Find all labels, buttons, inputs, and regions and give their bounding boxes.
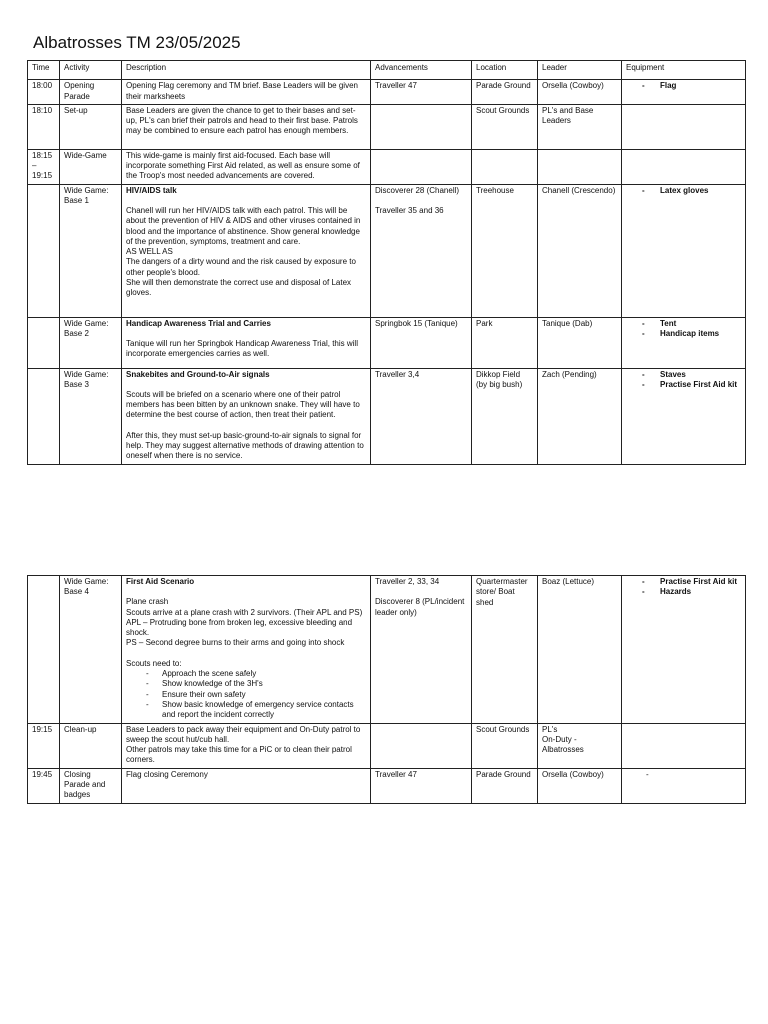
cell-activity: Wide Game: Base 3: [60, 368, 122, 464]
cell-time: 18:15 – 19:15: [28, 149, 60, 184]
cell-activity: Wide Game: Base 2: [60, 317, 122, 368]
description-text: Base Leaders are given the chance to get to their bases and set-up, PL's can brief their patrols and head to their first base. Patrols may be combined to ensure each patrol has enough members.: [126, 105, 358, 136]
advancement-item: Discoverer 28 (Chanell): [375, 185, 460, 195]
cell-description: [122, 317, 371, 368]
cell-equipment: [622, 368, 746, 464]
description-needs-label: Scouts need to:: [126, 658, 182, 668]
cell-equipment: [622, 723, 746, 768]
cell-time: [28, 368, 60, 464]
cell-location: Parade Ground: [472, 768, 538, 803]
cell-advancements: [371, 576, 472, 724]
cell-equipment: [622, 768, 746, 803]
cell-leader: Chanell (Crescendo): [538, 184, 622, 317]
description-text: This wide-game is mainly first aid-focused. Each base will incorporate something First Aid related, as well as ensure some of the Troop's most needed advancements are covered.: [126, 150, 360, 181]
cell-description: Flag closing Ceremony: [122, 768, 371, 803]
description-text: Plane crash Scouts arrive at a plane crash with 2 survivors. (Their APL and PS) APL – Protruding bone from broken leg, excessive bleeding and shock. PS – Second degree burns to their arms and going into shock: [126, 597, 363, 648]
cell-advancements: Traveller 47: [371, 80, 472, 105]
cell-location: Scout Grounds: [472, 723, 538, 768]
cell-activity: Wide Game: Base 1: [60, 184, 122, 317]
cell-time: [28, 317, 60, 368]
cell-advancements: [371, 149, 472, 184]
cell-location: Parade Ground: [472, 80, 538, 105]
equipment-item: - Practise First Aid kit: [642, 577, 741, 587]
table-row-opening: [28, 80, 746, 105]
cell-description: [122, 184, 371, 317]
list-item: - Approach the scene safely: [146, 669, 366, 679]
cell-leader: Orsella (Cowboy): [538, 80, 622, 105]
table-row-base-2: [28, 317, 746, 368]
cell-advancements: Springbok 15 (Tanique): [371, 317, 472, 368]
header-description: Description: [122, 61, 371, 80]
cell-activity: Wide Game: Base 4: [60, 576, 122, 724]
cell-location: Park: [472, 317, 538, 368]
list-item: - Ensure their own safety: [146, 690, 366, 700]
cell-description: [122, 368, 371, 464]
table-row-base-1: [28, 184, 746, 317]
description-text: Tanique will run her Springbok Handicap Awareness Trial, this will incorporate emergencies carries as well.: [126, 338, 358, 359]
cell-location: [472, 149, 538, 184]
cell-description: [122, 104, 371, 149]
cell-leader: PL's and Base Leaders: [538, 104, 622, 149]
cell-equipment: [622, 576, 746, 724]
cell-time: 19:15: [28, 723, 60, 768]
header-time: Time: [28, 61, 60, 80]
equipment-item: - Handicap items: [642, 329, 741, 339]
description-text: Base Leaders to pack away their equipment and On-Duty patrol to sweep the scout hut/cub hall. Other patrols may take this time for a PiC or to clean their patrol corners.: [126, 724, 361, 765]
table-row-cleanup: [28, 723, 746, 768]
leader-text: PL's On-Duty - Albatrosses: [542, 724, 584, 755]
schedule-table-page-1: [27, 60, 746, 465]
description-text: After this, they must set-up basic-ground-to-air signals to signal for help. They may suggest alternative methods of drawing attention to oneself when there is no service.: [126, 430, 364, 461]
cell-advancements: [371, 723, 472, 768]
cell-activity: Wide-Game: [60, 149, 122, 184]
cell-location: Treehouse: [472, 184, 538, 317]
header-leader: Leader: [538, 61, 622, 80]
cell-equipment: [622, 104, 746, 149]
table-header-row: [28, 61, 746, 80]
cell-advancements: Traveller 3,4: [371, 368, 472, 464]
cell-description: [122, 576, 371, 724]
description-heading: HIV/AIDS talk: [126, 185, 177, 195]
cell-location: Dikkop Field (by big bush): [472, 368, 538, 464]
cell-location: Scout Grounds: [472, 104, 538, 149]
cell-time: 18:10: [28, 104, 60, 149]
header-equipment: Equipment: [622, 61, 746, 80]
description-heading: Handicap Awareness Trial and Carries: [126, 318, 271, 328]
needs-list: [126, 669, 366, 720]
cell-activity: Set-up: [60, 104, 122, 149]
equipment-item: - Tent: [642, 319, 741, 329]
advancement-item: Discoverer 8 (PL/incident leader only): [375, 597, 465, 617]
cell-advancements: [371, 104, 472, 149]
advancement-item: Traveller 2, 33, 34: [375, 577, 440, 586]
description-heading: First Aid Scenario: [126, 577, 195, 586]
cell-equipment: [622, 149, 746, 184]
equipment-item: - Hazards: [642, 587, 741, 597]
advancement-item: Traveller 35 and 36: [375, 205, 444, 215]
cell-equipment: [622, 184, 746, 317]
header-activity: Activity: [60, 61, 122, 80]
description-text: Chanell will run her HIV/AIDS talk with each patrol. This will be about the prevention of HIV & AIDS and other viruses contained in blood and the importance of abstinence. Show general knowledge of the prevention, symptoms, treatment and care. AS WELL AS The dangers of a dirty wound and the risk caused by exposure to other people's blood. She will then demonstrate the correct use and disposal of Latex gloves.: [126, 205, 361, 298]
cell-leader: Boaz (Lettuce): [538, 576, 622, 724]
cell-time: [28, 184, 60, 317]
cell-activity: Opening Parade: [60, 80, 122, 105]
cell-location: Quartermaster store/ Boat shed: [472, 576, 538, 724]
header-location: Location: [472, 61, 538, 80]
document-title: Albatrosses TM 23/05/2025: [33, 33, 241, 52]
header-advancements: Advancements: [371, 61, 472, 80]
cell-leader: [538, 723, 622, 768]
equipment-item: - Practise First Aid kit: [642, 380, 741, 390]
cell-equipment: [622, 317, 746, 368]
cell-time: 18:00: [28, 80, 60, 105]
cell-leader: Orsella (Cowboy): [538, 768, 622, 803]
equipment-item: -: [646, 769, 649, 779]
description-text: Scouts will be briefed on a scenario where one of their patrol members has been bitten by an unknown snake. They will have to determine the best course of action, then treat their patient.: [126, 389, 360, 420]
cell-description: [122, 149, 371, 184]
cell-time: 19:45: [28, 768, 60, 803]
cell-leader: [538, 149, 622, 184]
cell-time: [28, 576, 60, 724]
cell-activity: Closing Parade and badges: [60, 768, 122, 803]
table-row-setup: [28, 104, 746, 149]
cell-description: Opening Flag ceremony and TM brief. Base Leaders will be given their marksheets: [122, 80, 371, 105]
cell-description: [122, 723, 371, 768]
table-row-closing: [28, 768, 746, 803]
cell-equipment: [622, 80, 746, 105]
cell-leader: Zach (Pending): [538, 368, 622, 464]
cell-advancements: [371, 184, 472, 317]
equipment-item: - Flag: [642, 81, 741, 91]
description-heading: Snakebites and Ground-to-Air signals: [126, 369, 270, 379]
equipment-item: - Staves: [642, 370, 741, 380]
cell-activity: Clean-up: [60, 723, 122, 768]
table-row-base-4: [28, 576, 746, 724]
equipment-item: - Latex gloves: [642, 186, 741, 196]
table-row-base-3: [28, 368, 746, 464]
table-row-widegame: [28, 149, 746, 184]
cell-leader: Tanique (Dab): [538, 317, 622, 368]
list-item: - Show knowledge of the 3H's: [146, 679, 366, 689]
schedule-table-page-2: [27, 575, 746, 804]
list-item: - Show basic knowledge of emergency service contacts and report the incident correctly: [146, 700, 366, 721]
cell-advancements: Traveller 47: [371, 768, 472, 803]
